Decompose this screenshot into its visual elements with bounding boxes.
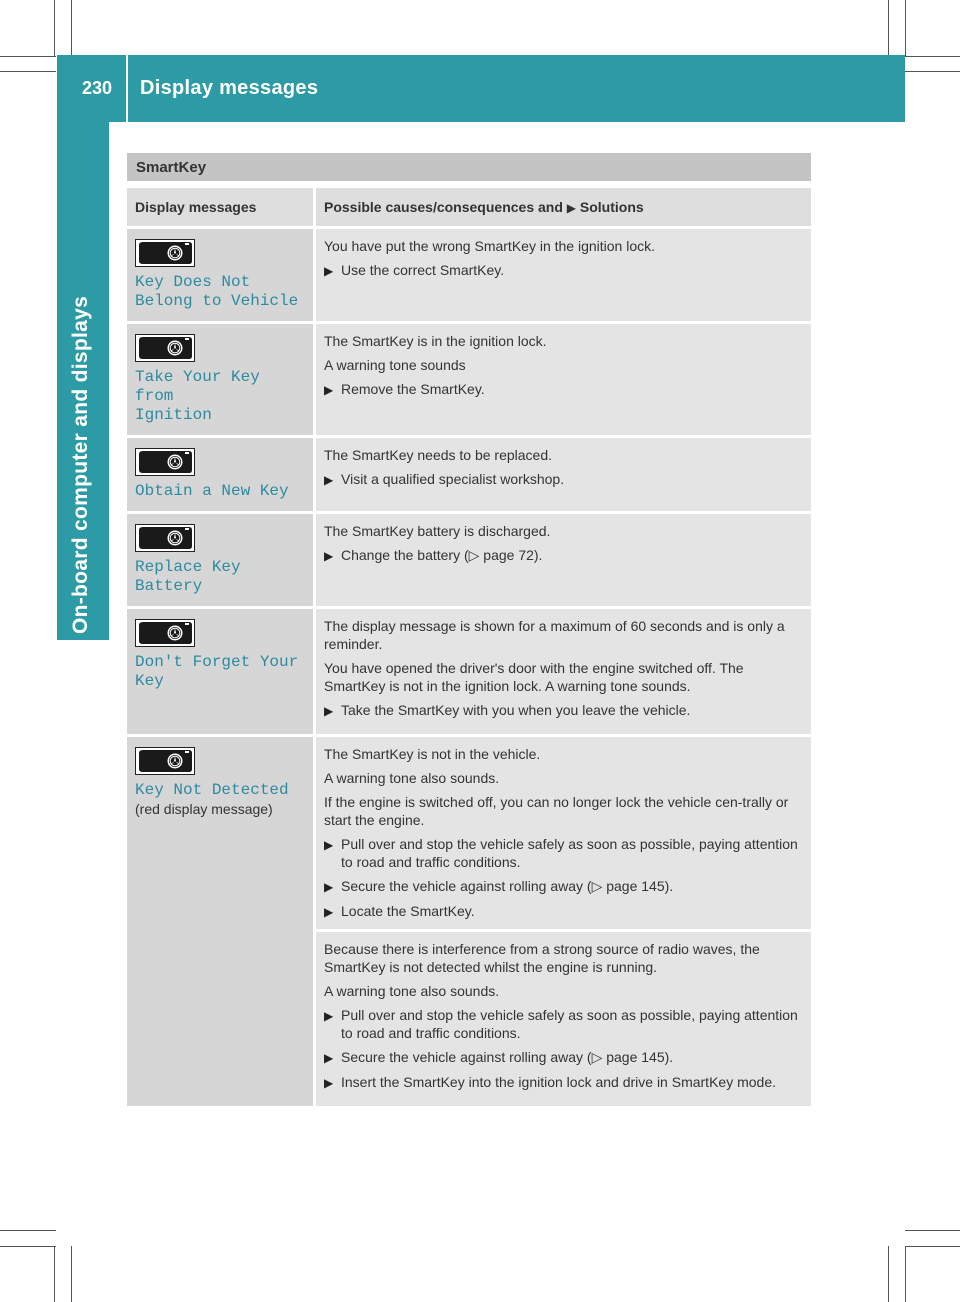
solution-step: [324, 261, 803, 280]
page-title: Display messages: [140, 77, 319, 99]
crop-mark: [0, 56, 56, 57]
solution-step: [324, 1006, 803, 1042]
cause-text: The SmartKey is in the ignition lock.: [324, 333, 547, 349]
display-message-text: Belong to Vehicle: [135, 292, 299, 310]
solution-step-text: Take the SmartKey with you when you leave the vehicle.: [341, 702, 691, 718]
table-row: [127, 324, 811, 438]
play-arrow-icon: ▶: [324, 704, 334, 718]
play-arrow-icon: ▶: [324, 1009, 334, 1023]
solution-step-text: Secure the vehicle against rolling away (▷ page 145).: [341, 1049, 674, 1065]
cause-text: A warning tone also sounds.: [324, 983, 500, 999]
solution-cell: [316, 609, 811, 737]
solution-step-text: Visit a qualified specialist workshop.: [341, 471, 565, 487]
display-message-text: Take Your Key from: [135, 368, 260, 405]
display-message-note: (red display message): [135, 801, 273, 817]
play-arrow-icon: ▶: [324, 838, 334, 852]
solution-cell: [316, 737, 811, 1109]
cause-text: A warning tone sounds: [324, 357, 466, 373]
message-cell: [127, 609, 316, 737]
display-message-text: Obtain a New Key: [135, 482, 289, 500]
solution-step-text: Pull over and stop the vehicle safely as soon as possible, paying attention to road and traffic conditions.: [341, 1007, 798, 1041]
solution-step-text: Change the battery (▷ page 72).: [341, 547, 543, 563]
column-header-causes-prefix: Possible causes/consequences and: [324, 199, 563, 215]
play-arrow-icon: ▶: [324, 473, 334, 487]
cause-text: If the engine is switched off, you can no longer lock the vehicle cen-trally or start the engine.: [324, 794, 789, 828]
message-cell: [127, 324, 316, 438]
cause-text: You have put the wrong SmartKey in the ignition lock.: [324, 238, 656, 254]
smartkey-icon: [135, 448, 195, 476]
solution-step-text: Insert the SmartKey into the ignition lock and drive in SmartKey mode.: [341, 1074, 776, 1090]
play-arrow-icon: ▶: [324, 880, 334, 894]
solution-step-text: Use the correct SmartKey.: [341, 262, 505, 278]
solution-step: [324, 1048, 803, 1067]
crop-mark: [0, 1246, 56, 1247]
play-arrow-icon: ▶: [324, 549, 334, 563]
crop-mark: [905, 1246, 906, 1302]
table-row: [127, 438, 811, 514]
smartkey-icon: [135, 334, 195, 362]
display-message-text: Don't Forget Your: [135, 653, 299, 671]
cause-text: Because there is interference from a strong source of radio waves, the SmartKey is not detected whilst the engine is running.: [324, 941, 760, 975]
table-row: [127, 737, 811, 1109]
smartkey-icon: [135, 747, 195, 775]
message-cell: [127, 438, 316, 514]
smartkey-icon: [135, 619, 195, 647]
message-cell: [127, 737, 316, 1109]
crop-mark: [54, 1246, 55, 1302]
smartkey-icon: [135, 524, 195, 552]
table-header-row: [127, 188, 811, 229]
crop-mark: [905, 56, 960, 57]
solution-cell: [316, 438, 811, 514]
page-header: [57, 55, 905, 122]
cause-text: A warning tone also sounds.: [324, 770, 500, 786]
play-arrow-icon: ▶: [324, 383, 334, 397]
section-title: SmartKey: [136, 158, 207, 176]
alternative-cause-block: [316, 929, 811, 1092]
crop-mark: [71, 1246, 72, 1302]
solution-step: [324, 877, 803, 896]
column-header-causes-suffix: Solutions: [579, 199, 644, 215]
cause-text: The SmartKey needs to be replaced.: [324, 447, 553, 463]
display-message-text: Replace Key Battery: [135, 558, 241, 595]
solution-cell: [316, 229, 811, 324]
play-arrow-icon: ▶: [324, 1076, 334, 1090]
solution-cell: [316, 324, 811, 438]
crop-mark: [905, 0, 906, 56]
crop-mark: [905, 1230, 960, 1231]
cause-text: The SmartKey is not in the vehicle.: [324, 746, 541, 762]
column-header-display-messages: Display messages: [127, 188, 316, 229]
play-arrow-icon: ▶: [324, 1051, 334, 1065]
solution-step: [324, 546, 803, 565]
display-messages-table: [127, 188, 811, 1109]
solution-step: [324, 701, 803, 720]
page-number: 230: [82, 78, 113, 98]
crop-mark: [905, 1246, 960, 1247]
solution-cell: [316, 514, 811, 609]
crop-mark: [0, 1230, 56, 1231]
solution-step: [324, 380, 803, 399]
crop-mark: [905, 71, 960, 72]
display-message-text: Key: [135, 672, 164, 690]
cause-text: The SmartKey battery is discharged.: [324, 523, 551, 539]
cause-text: The display message is shown for a maximum of 60 seconds and is only a reminder.: [324, 618, 785, 652]
crop-mark: [888, 1246, 889, 1302]
solution-step-text: Secure the vehicle against rolling away (▷ page 145).: [341, 878, 674, 894]
solution-step: [324, 835, 803, 871]
header-divider: [126, 55, 128, 122]
solution-step-text: Remove the SmartKey.: [341, 381, 485, 397]
play-arrow-icon: ▶: [324, 264, 334, 278]
solution-step: [324, 1073, 803, 1092]
table-row: [127, 229, 811, 324]
smartkey-icon: [135, 239, 195, 267]
table-row: [127, 609, 811, 737]
display-message-text: Key Not Detected: [135, 781, 289, 799]
solution-step-text: Pull over and stop the vehicle safely as soon as possible, paying attention to road and traffic conditions.: [341, 836, 798, 870]
crop-mark: [71, 0, 72, 56]
chapter-tab-label: On-board computer and displays: [69, 295, 92, 634]
display-message-text: Key Does Not: [135, 273, 251, 291]
crop-mark: [888, 0, 889, 56]
table-row: [127, 514, 811, 609]
message-cell: [127, 514, 316, 609]
solution-step: [324, 470, 803, 489]
column-header-causes: [316, 188, 811, 229]
play-arrow-icon: ▶: [566, 201, 577, 215]
message-cell: [127, 229, 316, 324]
crop-mark: [54, 0, 55, 56]
cause-text: You have opened the driver's door with the engine switched off. The SmartKey is not in the ignition lock. A warning tone sounds.: [324, 660, 744, 694]
solution-step-text: Locate the SmartKey.: [341, 903, 475, 919]
solution-step: [324, 902, 803, 921]
display-message-text: Ignition: [135, 406, 212, 424]
section-title-bar: [127, 153, 811, 181]
crop-mark: [0, 71, 56, 72]
play-arrow-icon: ▶: [324, 905, 334, 919]
